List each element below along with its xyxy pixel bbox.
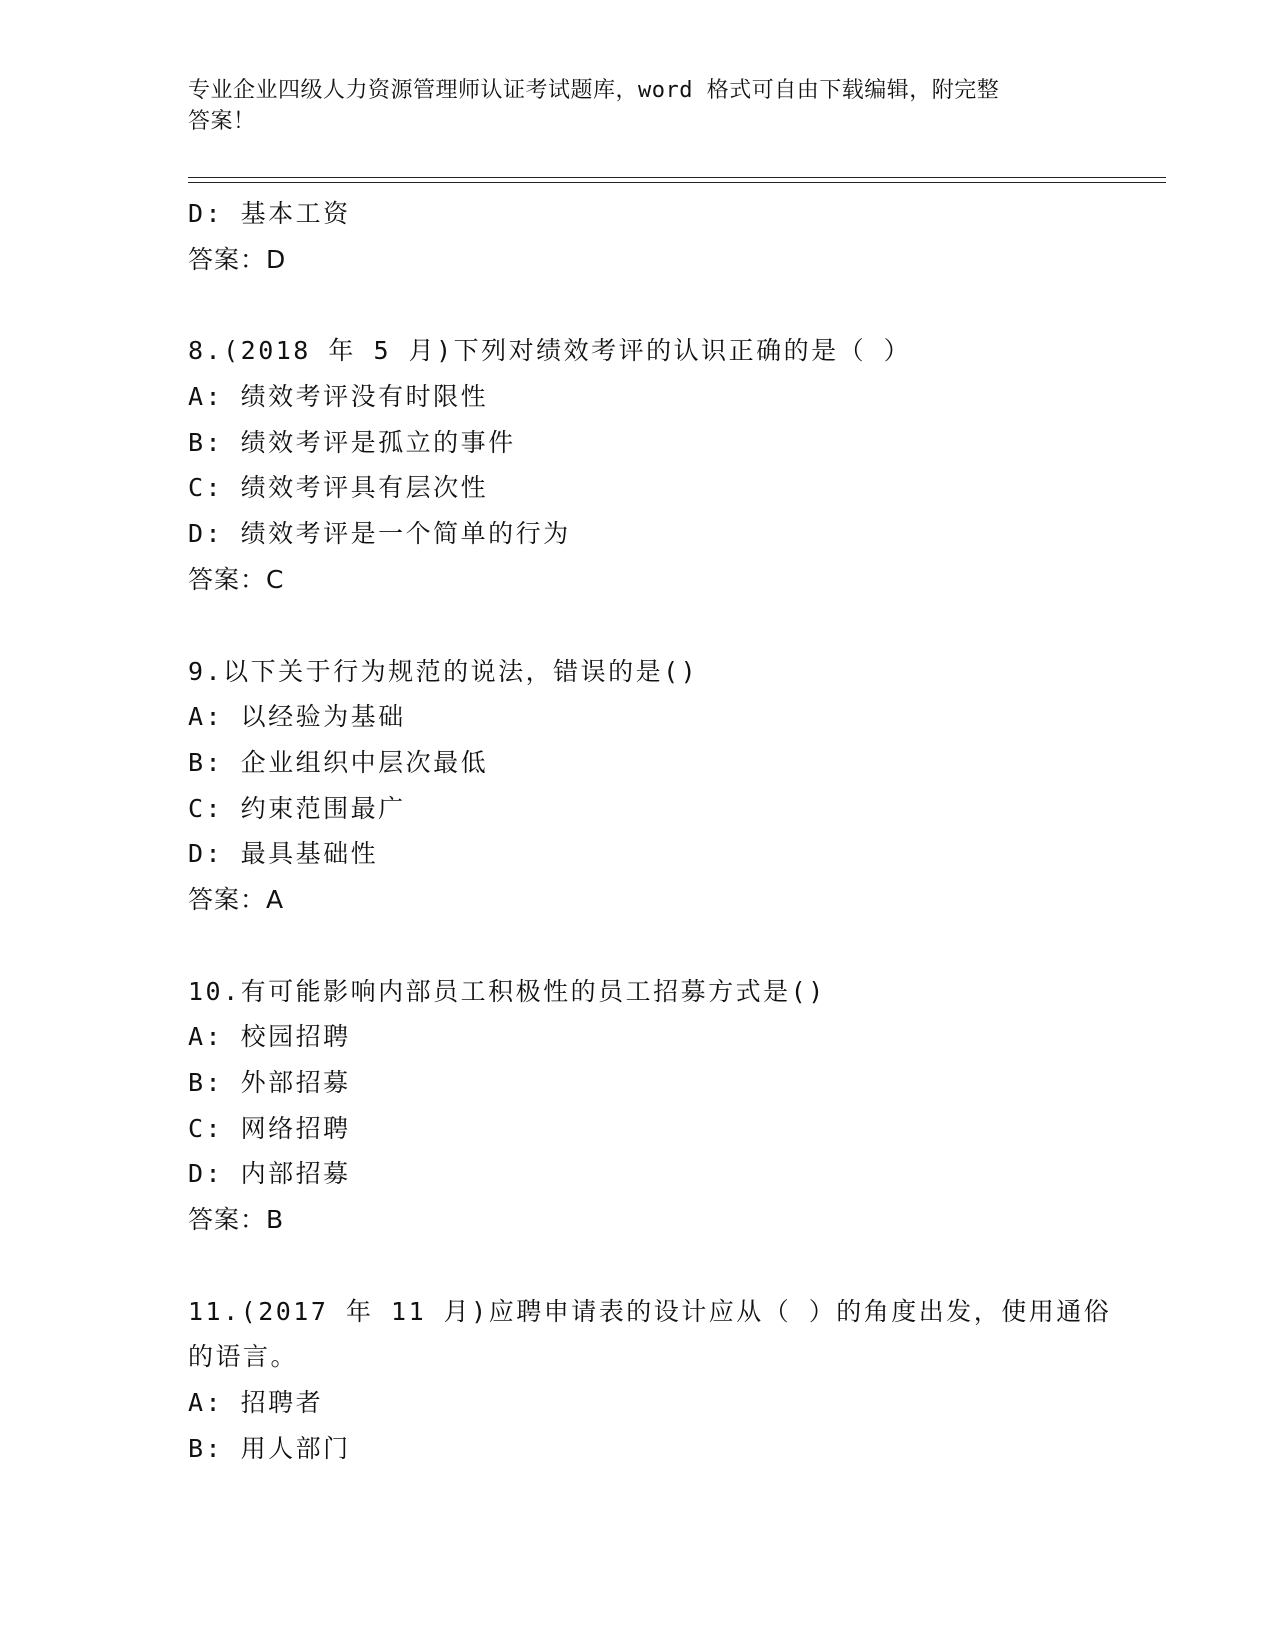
option-a: A: 以经验为基础 xyxy=(188,702,406,732)
question-stem: 8.(2018 年 5 月)下列对绩效考评的认识正确的是（ ） xyxy=(188,336,912,366)
question-gap xyxy=(188,282,1088,328)
option-d: D: 最具基础性 xyxy=(188,839,379,869)
option-d: D: 绩效考评是一个简单的行为 xyxy=(188,519,571,549)
option-d: D: 基本工资 xyxy=(188,199,351,228)
option-b: B: 绩效考评是孤立的事件 xyxy=(188,427,516,457)
option-a: A: 招聘者 xyxy=(188,1388,324,1418)
option-a: A: 绩效考评没有时限性 xyxy=(188,382,489,412)
header-line-2: 答案！ xyxy=(188,109,256,134)
question-stem: 10.有可能影响内部员工积极性的员工招募方式是() xyxy=(188,976,826,1006)
option-d: D: 内部招募 xyxy=(188,1159,351,1189)
question-stem-line-2: 的语言。 xyxy=(188,1342,299,1372)
option-c: C: 绩效考评具有层次性 xyxy=(188,473,489,503)
option-b: B: 企业组织中层次最低 xyxy=(188,747,489,777)
option-a: A: 校园招聘 xyxy=(188,1022,351,1052)
question-9 xyxy=(188,649,1088,923)
question-gap xyxy=(188,923,1088,969)
answer: 答案：A xyxy=(188,884,285,914)
answer: 答案：D xyxy=(188,244,287,274)
option-b: B: 用人部门 xyxy=(188,1433,351,1463)
option-c: C: 网络招聘 xyxy=(188,1113,351,1143)
question-gap xyxy=(188,1243,1088,1289)
header-divider-top xyxy=(188,177,1166,178)
option-b: B: 外部招募 xyxy=(188,1068,351,1097)
question-11 xyxy=(188,1289,1112,1472)
option-c: C: 约束范围最广 xyxy=(188,793,406,823)
question-stem: 9.以下关于行为规范的说法，错误的是() xyxy=(188,656,699,686)
question-stem-line-1: 11.(2017 年 11 月)应聘申请表的设计应从（ ）的角度出发，使用通俗 xyxy=(188,1296,1112,1326)
question-list xyxy=(188,191,1112,1472)
question-gap xyxy=(188,603,1088,649)
header-line-1: 专业企业四级人力资源管理师认证考试题库，word 格式可自由下载编辑，附完整 xyxy=(188,78,1000,103)
document-header xyxy=(188,75,1068,137)
header-divider-bottom xyxy=(188,182,1166,183)
question-10 xyxy=(188,969,1088,1243)
question-8 xyxy=(188,328,1088,602)
answer: 答案：B xyxy=(188,1205,285,1235)
answer: 答案：C xyxy=(188,564,285,594)
